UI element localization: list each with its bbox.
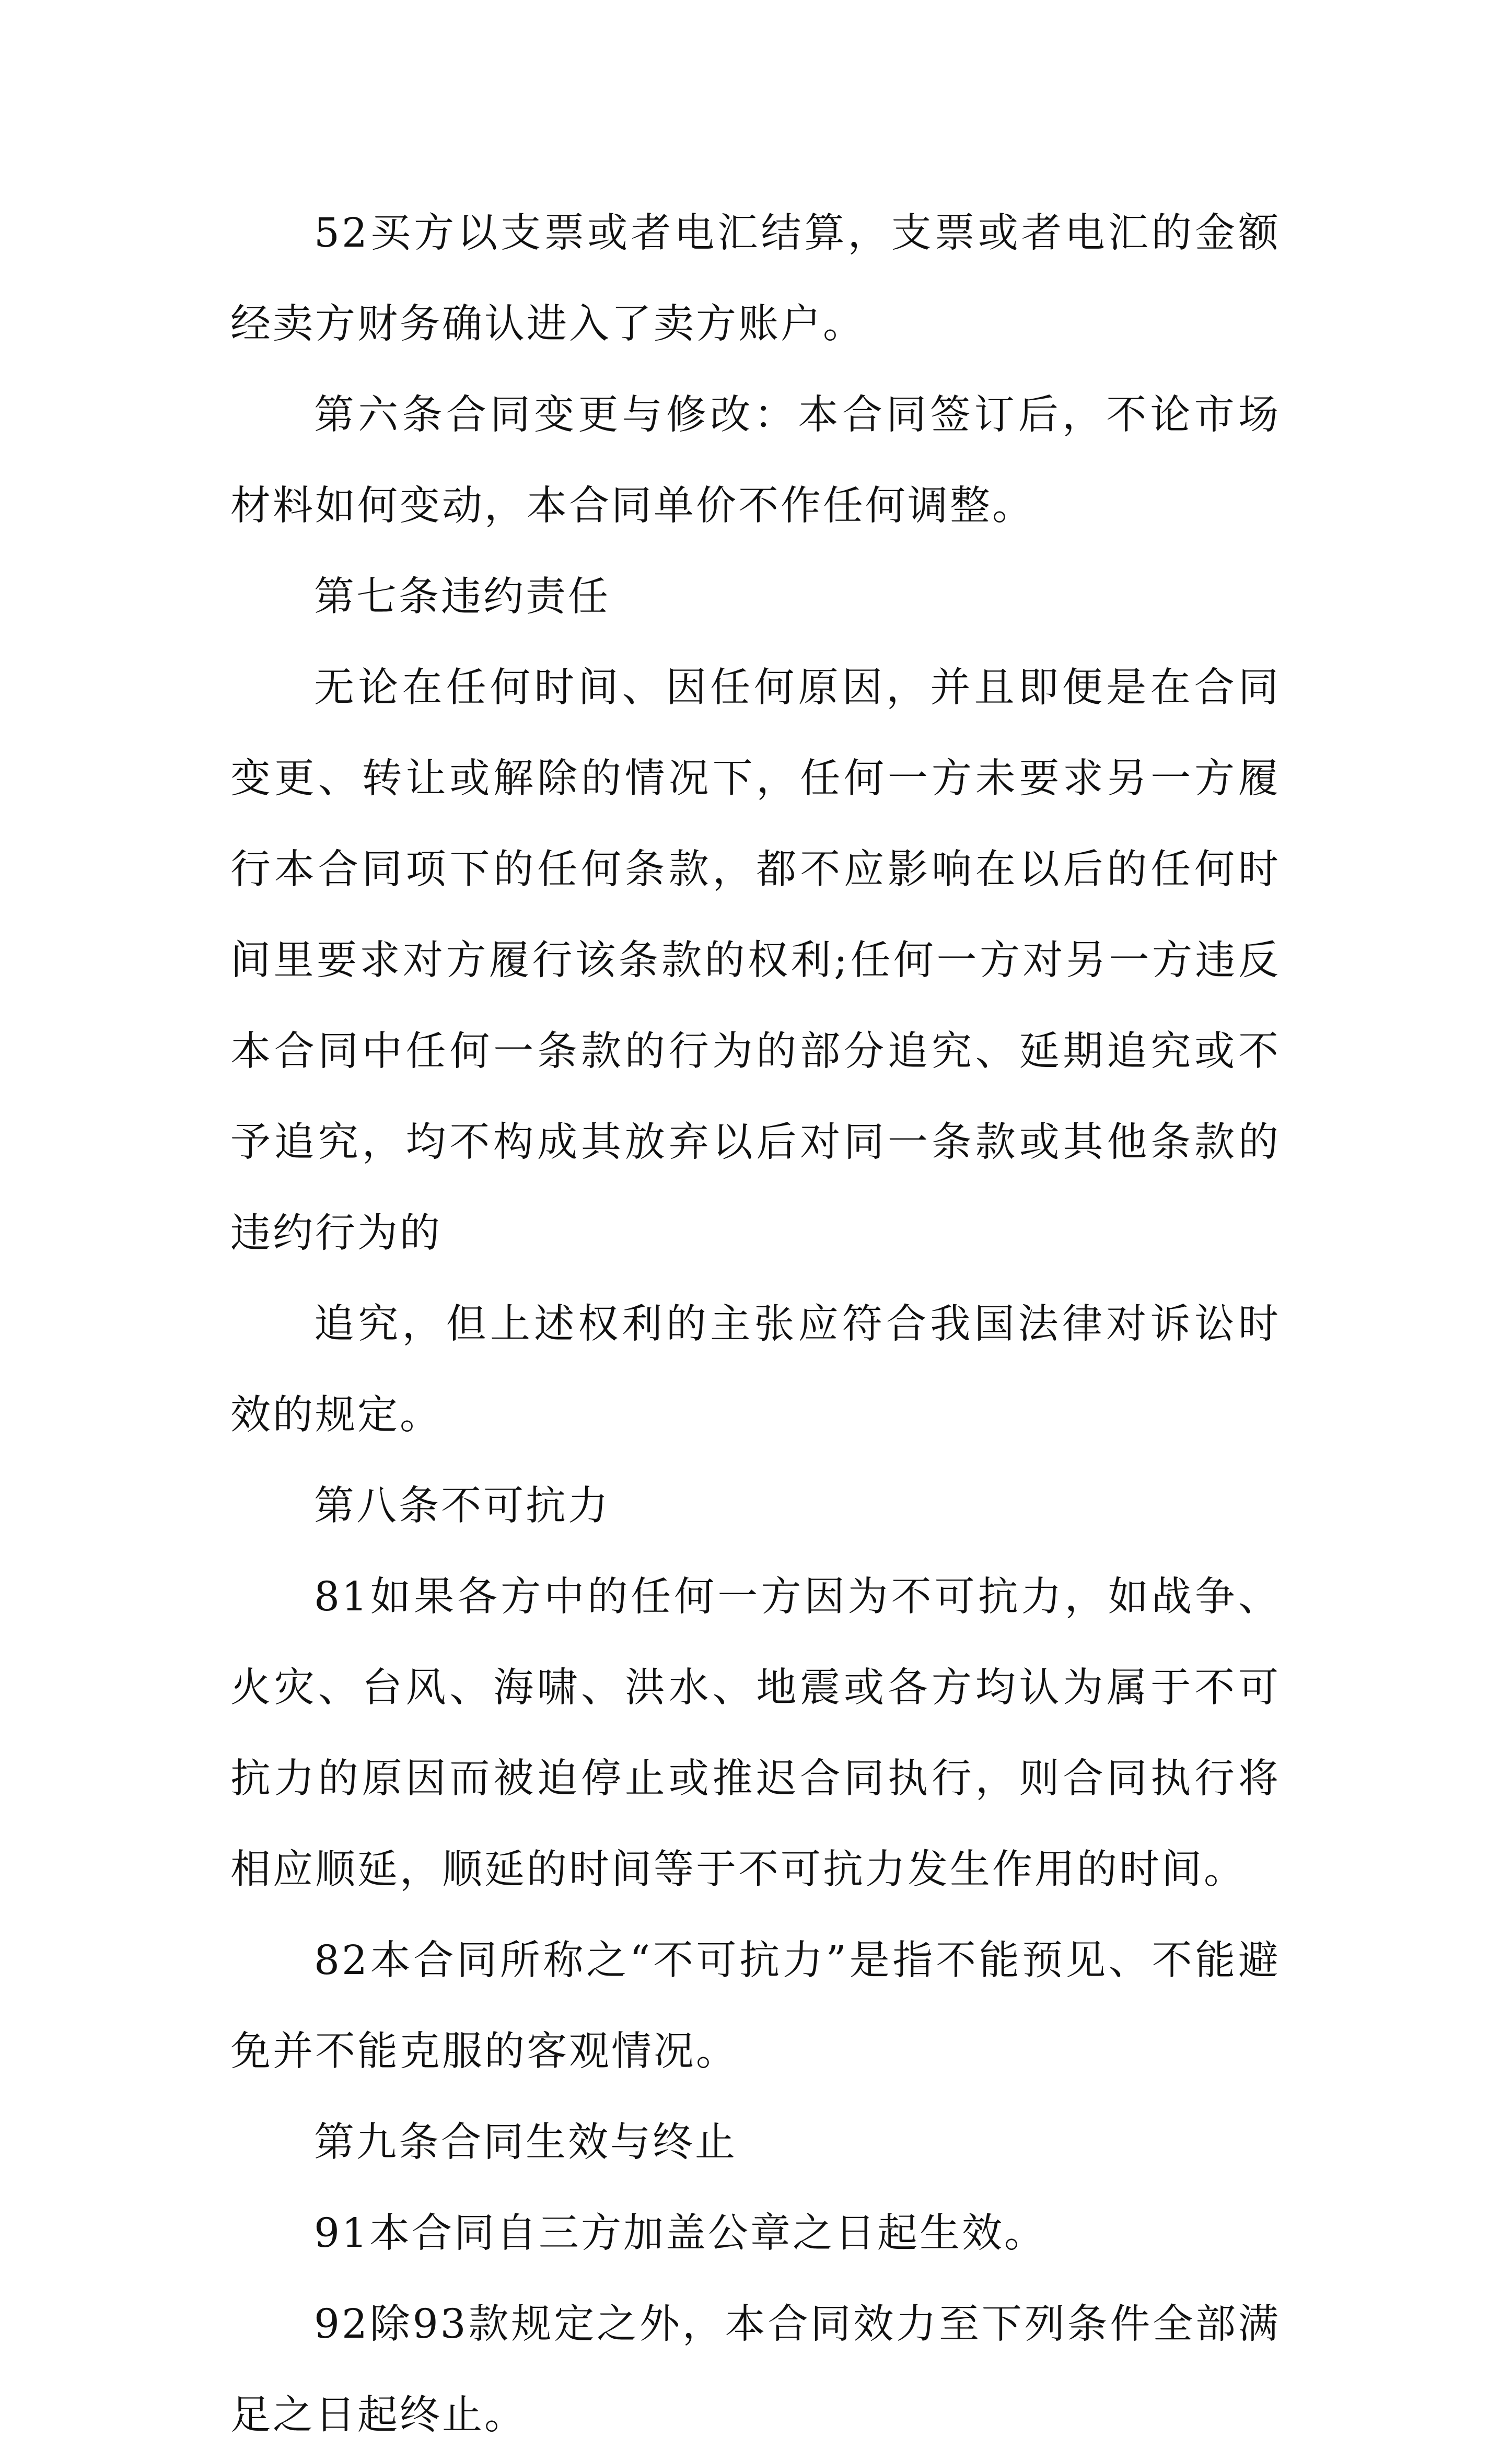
paragraph-8-2: 82本合同所称之“不可抗力”是指不能预见、不能避免并不能克服的客观情况。	[230, 1937, 1281, 2075]
heading-article-7: 第七条违约责任	[314, 574, 610, 620]
paragraph-9-1: 91本合同自三方加盖公章之日起生效。	[314, 2210, 1046, 2257]
paragraph-article-6: 第六条合同变更与修改：本合同签订后，不论市场材料如何变动，本合同单价不作任何调整。	[230, 392, 1281, 529]
paragraph-8-1: 81如果各方中的任何一方因为不可抗力，如战争、火灾、台风、海啸、洪水、地震或各方均认为属于不可抗力的原因而被迫停止或推迟合同执行，则合同执行将相应顺延，顺延的时间等于不可抗力发生作用的时间。	[230, 1574, 1281, 1893]
paragraph-article-7-body: 无论在任何时间、因任何原因，并且即便是在合同变更、转让或解除的情况下，任何一方未要求另一方履行本合同项下的任何条款，都不应影响在以后的任何时间里要求对方履行该条款的权利;任何一方对另一方违反本合同中任何一条款的行为的部分追究、延期追究或不予追究，均不构成其放弃以后对同一条款或其他条款的违约行为的	[230, 665, 1281, 1257]
paragraph-5-2-payment: 52买方以支票或者电汇结算，支票或者电汇的金额经卖方财务确认进入了卖方账户。	[230, 210, 1281, 347]
heading-article-8: 第八条不可抗力	[314, 1483, 610, 1529]
paragraph-article-7-continued: 追究，但上述权利的主张应符合我国法律对诉讼时效的规定。	[230, 1301, 1281, 1438]
document-body	[230, 188, 1281, 2461]
paragraph-9-2: 92除93款规定之外，本合同效力至下列条件全部满足之日起终止。	[230, 2301, 1281, 2439]
heading-article-9: 第九条合同生效与终止	[314, 2119, 737, 2166]
